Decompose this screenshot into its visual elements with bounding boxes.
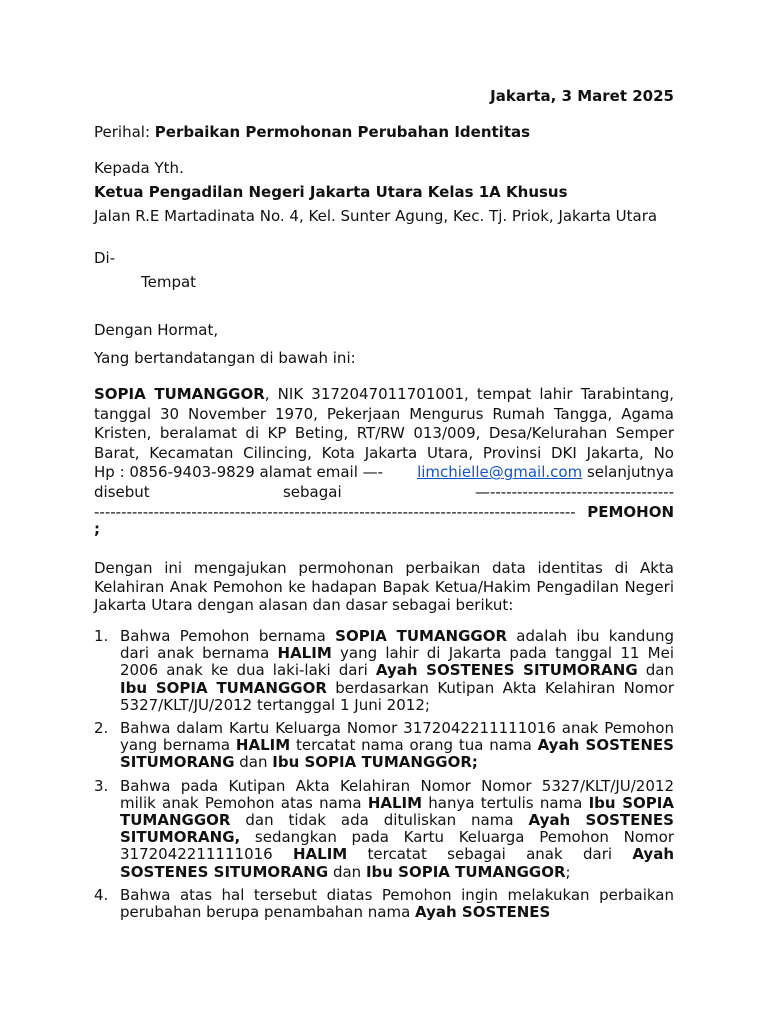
list-item-1 [94,628,674,714]
applicant-line-6 [94,483,674,503]
applicant-name: SOPIA TUMANGGOR [94,385,265,403]
p3-k: dan [328,862,366,881]
p1-i: berdasarkan Kutipan Akta Kelahiran Nomor 5327/KLT/JU/2012 tertanggal 1 Juni 2012; [120,678,674,714]
p3-j: Ayah SOSTENES SITUMORANG [120,845,674,881]
p2-d: Ayah SOSTENES SITUMORANG [120,736,674,772]
p3-a: Bahwa pada Kutipan Akta Kelahiran Nomor Nomor 5327/KLT/JU/2012 milik anak Pemohon atas nama [120,776,674,812]
p4-a: Bahwa atas hal tersebut diatas Pemohon ingin melakukan perbaikan perubahan berupa penambahan nama [120,885,674,922]
p2-f: Ibu SOPIA TUMANGGOR; [272,753,478,772]
recipient-address: Jalan R.E Martadinata No. 4, Kel. Sunter Agung, Kec. Tj. Priok, Jakarta Utara [94,207,658,225]
applicant-line-7 [94,503,674,523]
letter-date: Jakarta, 3 Maret 2025 [490,87,674,105]
dash-fill-2: ----------------------------------------------------------------------------------------- [94,502,576,521]
list-number-2: 2. [94,719,109,738]
role-pemohon: PEMOHON [587,502,674,521]
p1-f: Ayah SOSTENES SITUMORANG [375,661,638,680]
di-label: Di- [94,249,116,267]
p3-l: Ibu SOPIA TUMANGGOR [365,862,566,881]
p1-g: dan [637,661,674,680]
role-semicolon: ; [94,520,100,539]
subject-line [94,123,674,141]
p3-e: dan tidak ada dituliskan nama [230,811,529,830]
disebut-text: disebut [94,482,150,501]
dash-fill-1: —---------------------------------- [474,482,674,501]
p3-c: hanya tertulis nama [422,793,589,812]
p2-e: dan [234,753,273,772]
body-paragraph: Dengan ini mengajukan permohonan perbaikan data identitas di Akta Kelahiran Anak Pemohon ke hadapan Bapak Ketua/Hakim Pengadilan Negeri Jakarta Utara dengan alasan dan dasar sebagai berikut: [94,559,674,614]
p1-c: adalah ibu kandung dari anak bernama [120,627,674,663]
after-email: selanjutnya [582,463,674,482]
recipient-name-text: Ketua Pengadilan Negeri Jakarta Utara Kelas 1A Khusus [94,183,568,201]
applicant-hp: Hp : 0856-9403-9829 alamat email —- [94,463,384,482]
list-item-2 [94,720,674,772]
sebagai-text: sebagai [282,482,342,501]
subject-label: Perihal: [94,123,150,141]
p1-e: yang lahir di Jakarta pada tanggal 11 Mei 2006 anak ke dua laki-laki dari [120,644,674,680]
p3-d: Ibu SOPIA TUMANGGOR [120,793,674,830]
place-label: Tempat [141,273,197,291]
applicant-line-5 [94,463,674,483]
p1-b: SOPIA TUMANGGOR [335,627,508,645]
p2-c: tercatat nama orang tua nama [290,736,538,755]
recipient-name [94,183,674,201]
applicant-line-8 [94,520,674,539]
greeting: Dengan Hormat, [94,321,219,339]
p3-h: HALIM [293,845,348,864]
list-number-1: 1. [94,627,109,645]
p3-m: ; [565,862,571,881]
applicant-line-3: Kristen, beralamat di KP Beting, RT/RW 013/009, Desa/Kelurahan Semper [94,424,674,443]
p3-g: sedangkan pada Kartu Keluarga Pemohon Nomor 3172042211111016 [120,828,674,864]
list-number-4: 4. [94,885,109,904]
addressee-label: Kepada Yth. [94,159,184,177]
p3-i: tercatat sebagai anak dari [347,845,633,864]
intro-line: Yang bertandatangan di bawah ini: [94,349,356,367]
p1-h: Ibu SOPIA TUMANGGOR [120,678,327,697]
p3-b: HALIM [367,793,423,812]
applicant-block [94,385,674,539]
p1-a: Bahwa Pemohon bernama [120,627,336,645]
email-link[interactable]: limchielle@gmail.com [417,463,583,482]
list-number-3: 3. [94,776,109,795]
p4-b: Ayah SOSTENES [415,903,551,922]
reasons-list [94,628,674,921]
applicant-line-4: Barat, Kecamatan Cilincing, Kota Jakarta Utara, Provinsi DKI Jakarta, No [94,443,674,462]
applicant-text-1: , NIK 3172047011701001, tempat lahir Tarabintang, [264,385,674,403]
list-item-3 [94,778,674,881]
p2-a: Bahwa dalam Kartu Keluarga Nomor 3172042211111016 anak Pemohon yang bernama [120,719,674,755]
p2-b: HALIM [235,736,291,755]
subject-text: Perbaikan Permohonan Perubahan Identitas [154,123,531,141]
list-item-4 [94,887,674,921]
p3-f: Ayah SOSTENES SITUMORANG, [120,811,674,847]
applicant-line-1 [94,385,674,405]
p1-d: HALIM [277,644,332,663]
applicant-line-2: tanggal 30 November 1970, Pekerjaan Mengurus Rumah Tangga, Agama [94,404,674,423]
